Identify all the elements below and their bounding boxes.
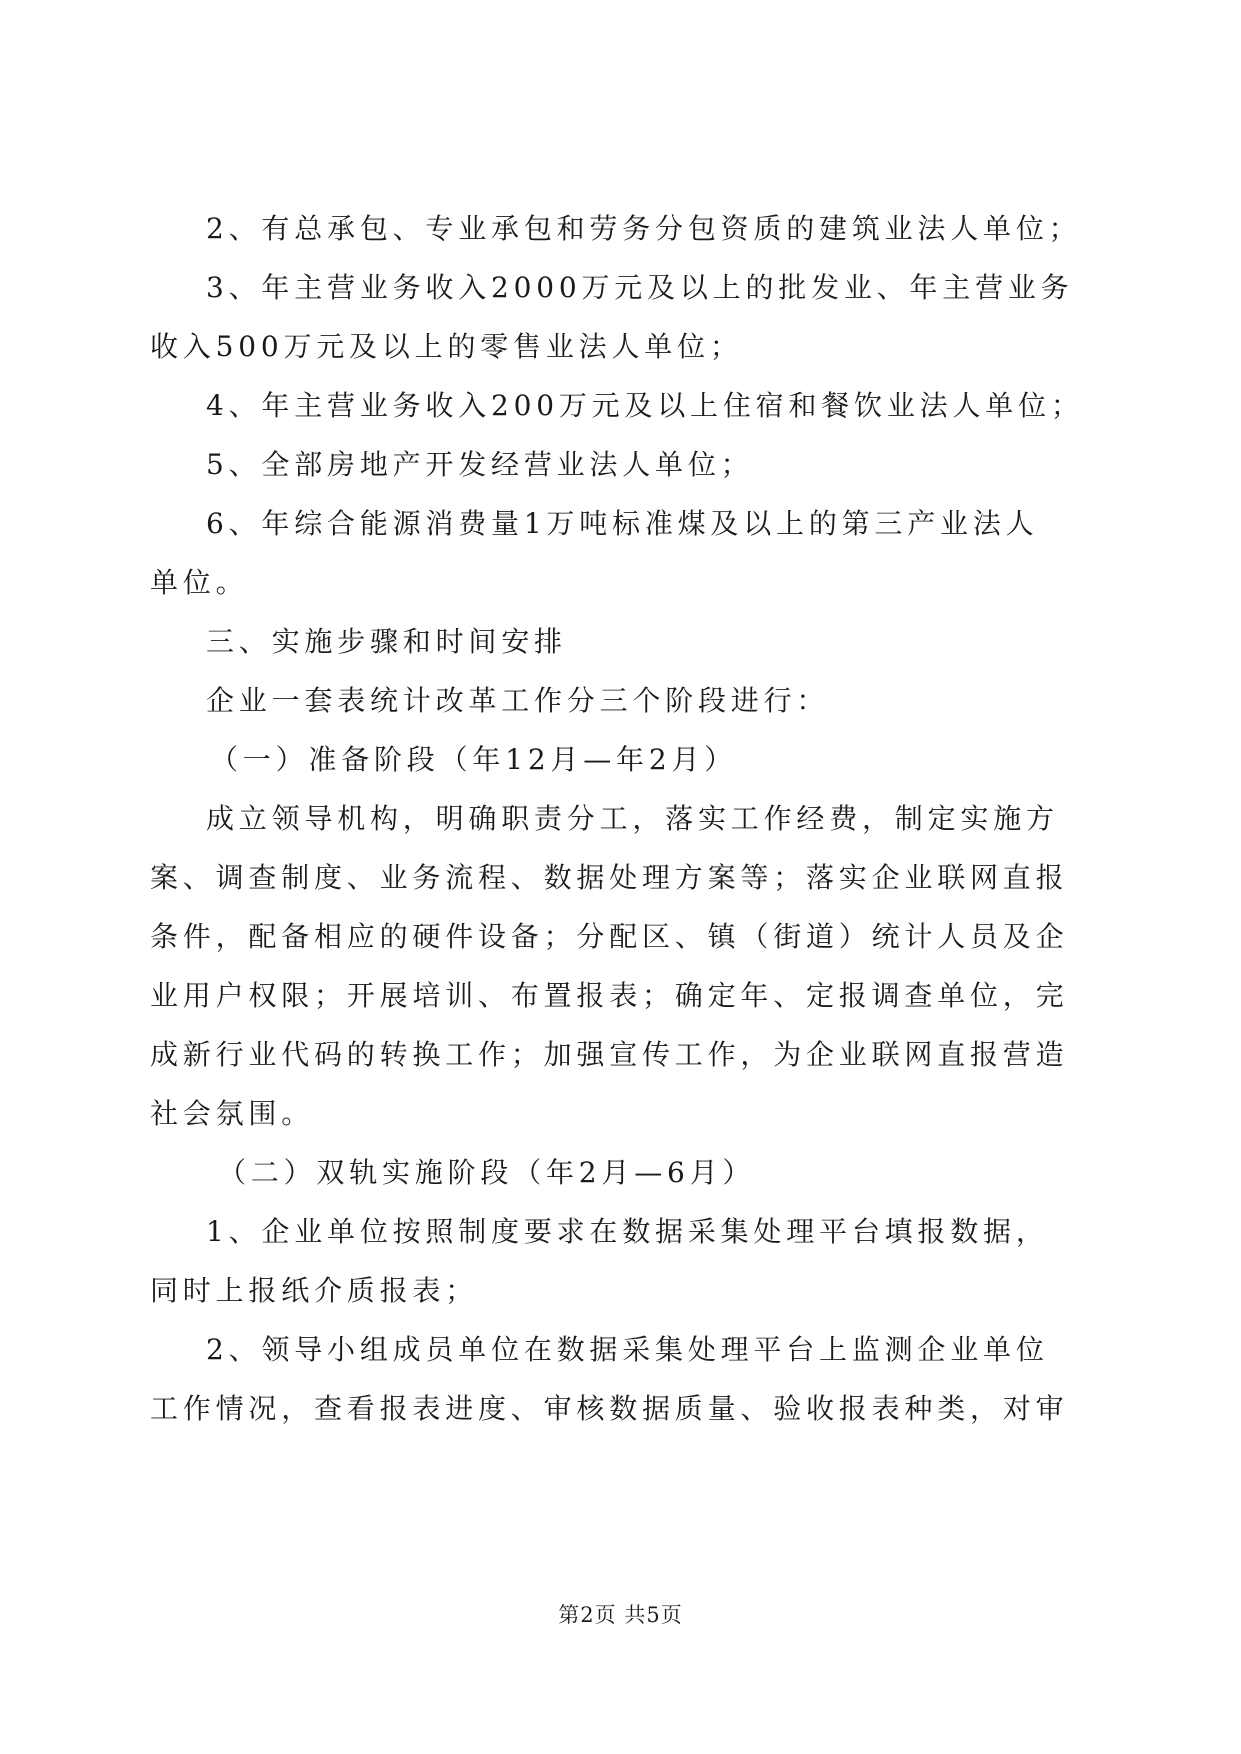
text-line: 6、年综合能源消费量1万吨标准煤及以上的第三产业法人 — [206, 507, 1039, 540]
subsection-heading: （一）准备阶段（年12月—年2月） — [210, 743, 738, 776]
text-line: 单位。 — [150, 566, 249, 599]
text-line: 成立领导机构，明确职责分工，落实工作经费，制定实施方 — [206, 802, 1059, 835]
text-line: 1、企业单位按照制度要求在数据采集处理平台填报数据， — [206, 1215, 1049, 1248]
text-line: 2、有总承包、专业承包和劳务分包资质的建筑业法人单位； — [206, 212, 1082, 245]
text-line: 3、年主营业务收入2000万元及以上的批发业、年主营业务 — [206, 271, 1074, 304]
text-line: 工作情况，查看报表进度、审核数据质量、验收报表种类，对审 — [150, 1392, 1069, 1425]
text-line: 4、年主营业务收入200万元及以上住宿和餐饮业法人单位； — [206, 389, 1084, 422]
text-line: 社会氛围。 — [150, 1097, 315, 1130]
section-heading: 三、实施步骤和时间安排 — [206, 625, 567, 658]
text-line: 条件，配备相应的硬件设备；分配区、镇（街道）统计人员及企 — [150, 920, 1069, 953]
text-line: 业用户权限；开展培训、布置报表；确定年、定报调查单位，完 — [150, 979, 1069, 1012]
page-number-footer: 第2页 共5页 — [558, 1603, 683, 1627]
text-line: 成新行业代码的转换工作；加强宣传工作，为企业联网直报营造 — [150, 1038, 1069, 1071]
text-line: 案、调查制度、业务流程、数据处理方案等；落实企业联网直报 — [150, 861, 1069, 894]
subsection-heading: （二）双轨实施阶段（年2月—6月） — [218, 1156, 756, 1189]
text-line: 5、全部房地产开发经营业法人单位； — [206, 448, 754, 481]
text-line: 企业一套表统计改革工作分三个阶段进行： — [206, 684, 830, 717]
text-line: 同时上报纸介质报表； — [150, 1274, 479, 1307]
text-line: 收入500万元及以上的零售业法人单位； — [150, 330, 743, 363]
text-line: 2、领导小组成员单位在数据采集处理平台上监测企业单位 — [206, 1333, 1049, 1366]
